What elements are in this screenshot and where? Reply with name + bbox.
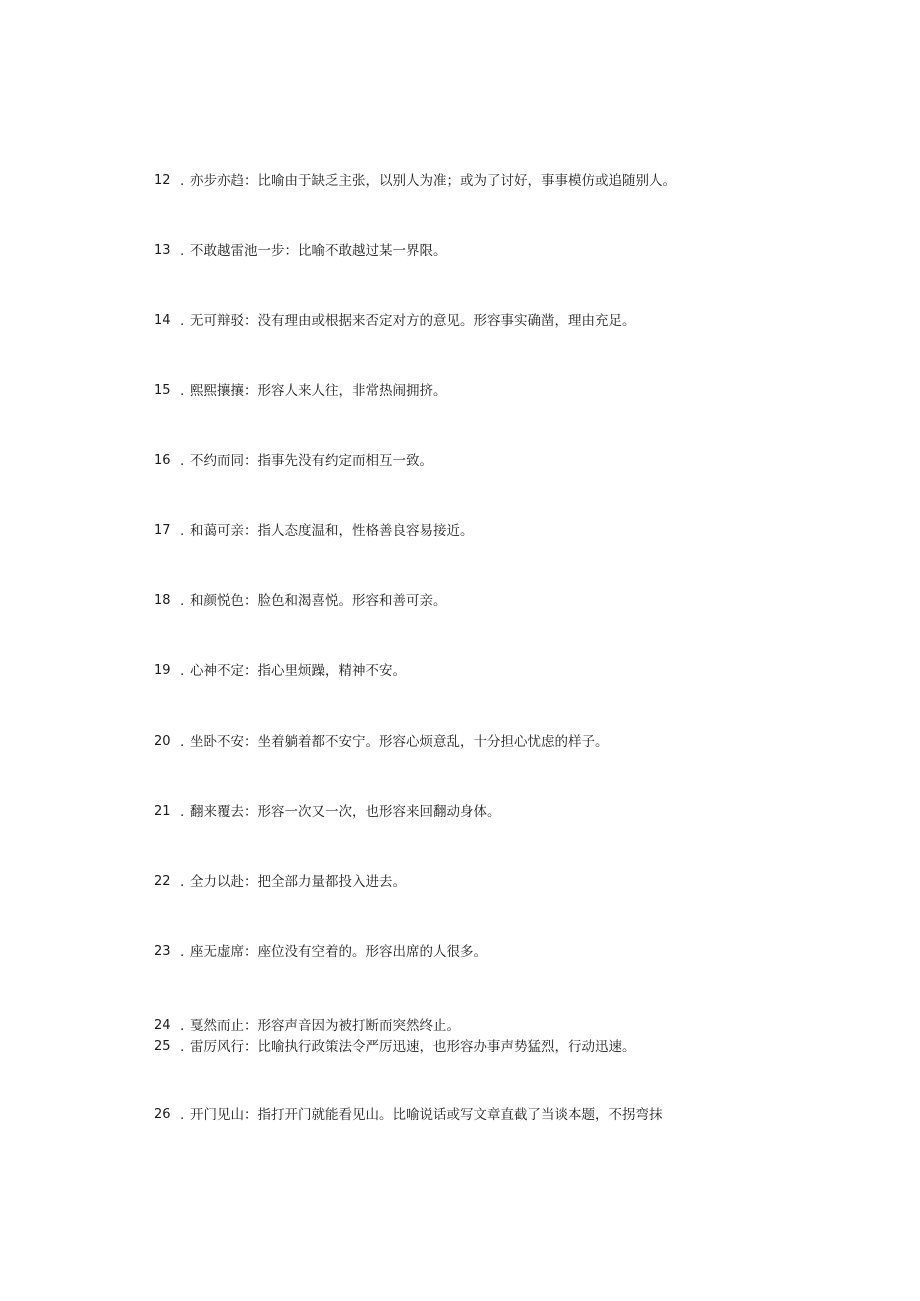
idiom-definition: 形容人来人往，非常热闹拥挤。 <box>257 383 447 399</box>
idiom-term: 无可辩驳 <box>190 313 244 329</box>
item-number: 25 <box>154 1039 171 1054</box>
colon: ： <box>284 243 298 259</box>
item-number: 17 <box>154 523 171 538</box>
list-item <box>154 240 447 262</box>
item-dot: . <box>180 313 185 329</box>
list-item <box>154 1036 636 1058</box>
item-number: 14 <box>154 313 171 328</box>
idiom-definition: 座位没有空着的。形容出席的人很多。 <box>257 944 487 960</box>
item-dot: . <box>180 1039 185 1055</box>
item-number: 20 <box>154 734 171 749</box>
idiom-definition: 没有理由或根据来否定对方的意见。形容事实确凿，理由充足。 <box>257 313 636 329</box>
idiom-definition: 比喻执行政策法令严厉迅速，也形容办事声势猛烈，行动迅速。 <box>257 1039 636 1055</box>
list-item <box>154 1015 460 1037</box>
item-dot: . <box>180 243 185 259</box>
item-number: 21 <box>154 804 171 819</box>
idiom-term: 戛然而止 <box>190 1018 244 1034</box>
idiom-term: 翻来覆去 <box>190 804 244 820</box>
idiom-definition: 比喻由于缺乏主张，以别人为准；或为了讨好，事事模仿或追随别人。 <box>257 173 676 189</box>
item-dot: . <box>180 804 185 820</box>
colon: ： <box>244 523 258 539</box>
item-dot: . <box>180 874 185 890</box>
idiom-definition: 指打开门就能看见山。比喻说话或写文章直截了当谈本题，不拐弯抹 <box>257 1107 663 1123</box>
colon: ： <box>244 1039 258 1055</box>
list-item <box>154 590 447 612</box>
list-item <box>154 801 501 823</box>
idiom-term: 心神不定 <box>190 663 244 679</box>
colon: ： <box>244 593 258 609</box>
idiom-definition: 指心里烦躁，精神不安。 <box>257 663 406 679</box>
colon: ： <box>244 663 258 679</box>
item-number: 22 <box>154 874 171 889</box>
idiom-term: 坐卧不安 <box>190 734 244 750</box>
idiom-term: 开门见山 <box>190 1107 244 1123</box>
idiom-definition: 坐着躺着都不安宁。形容心烦意乱，十分担心忧虑的样子。 <box>257 734 609 750</box>
list-item <box>154 310 636 332</box>
colon: ： <box>244 383 258 399</box>
list-item <box>154 660 406 682</box>
idiom-term: 熙熙攘攘 <box>190 383 244 399</box>
idiom-term: 和颜悦色 <box>190 593 244 609</box>
list-item <box>154 450 433 472</box>
list-item <box>154 731 609 753</box>
idiom-definition: 形容一次又一次，也形容来回翻动身体。 <box>257 804 501 820</box>
list-item <box>154 170 676 192</box>
idiom-term: 和蔼可亲 <box>190 523 244 539</box>
colon: ： <box>244 453 258 469</box>
item-number: 23 <box>154 944 171 959</box>
item-number: 12 <box>154 173 171 188</box>
list-item <box>154 871 406 893</box>
idiom-definition: 脸色和渴喜悦。形容和善可亲。 <box>257 593 447 609</box>
item-dot: . <box>180 944 185 960</box>
idiom-definition: 比喻不敢越过某一界限。 <box>298 243 447 259</box>
idiom-definition: 把全部力量都投入进去。 <box>257 874 406 890</box>
colon: ： <box>244 1018 258 1034</box>
idiom-definition: 指人态度温和，性格善良容易接近。 <box>257 523 474 539</box>
list-item <box>154 941 487 963</box>
idiom-term: 全力以赴 <box>190 874 244 890</box>
item-number: 13 <box>154 243 171 258</box>
idiom-term: 不约而同 <box>190 453 244 469</box>
item-dot: . <box>180 593 185 609</box>
idiom-definition: 形容声音因为被打断而突然终止。 <box>257 1018 460 1034</box>
idiom-definition: 指事先没有约定而相互一致。 <box>257 453 433 469</box>
list-item <box>154 380 447 402</box>
item-dot: . <box>180 1018 185 1034</box>
item-dot: . <box>180 453 185 469</box>
item-number: 19 <box>154 663 171 678</box>
colon: ： <box>244 944 258 960</box>
item-dot: . <box>180 663 185 679</box>
colon: ： <box>244 874 258 890</box>
colon: ： <box>244 734 258 750</box>
item-dot: . <box>180 383 185 399</box>
idiom-term: 不敢越雷池一步 <box>190 243 285 259</box>
item-dot: . <box>180 734 185 750</box>
item-dot: . <box>180 1107 185 1123</box>
colon: ： <box>244 804 258 820</box>
colon: ： <box>244 313 258 329</box>
item-number: 26 <box>154 1107 171 1122</box>
idiom-term: 座无虚席 <box>190 944 244 960</box>
idiom-term: 雷厉风行 <box>190 1039 244 1055</box>
colon: ： <box>244 1107 258 1123</box>
list-item <box>154 520 474 542</box>
item-dot: . <box>180 523 185 539</box>
list-item <box>154 1104 663 1126</box>
item-dot: . <box>180 173 185 189</box>
colon: ： <box>244 173 258 189</box>
item-number: 16 <box>154 453 171 468</box>
idiom-term: 亦步亦趋 <box>190 173 244 189</box>
item-number: 18 <box>154 593 171 608</box>
item-number: 24 <box>154 1018 171 1033</box>
item-number: 15 <box>154 383 171 398</box>
